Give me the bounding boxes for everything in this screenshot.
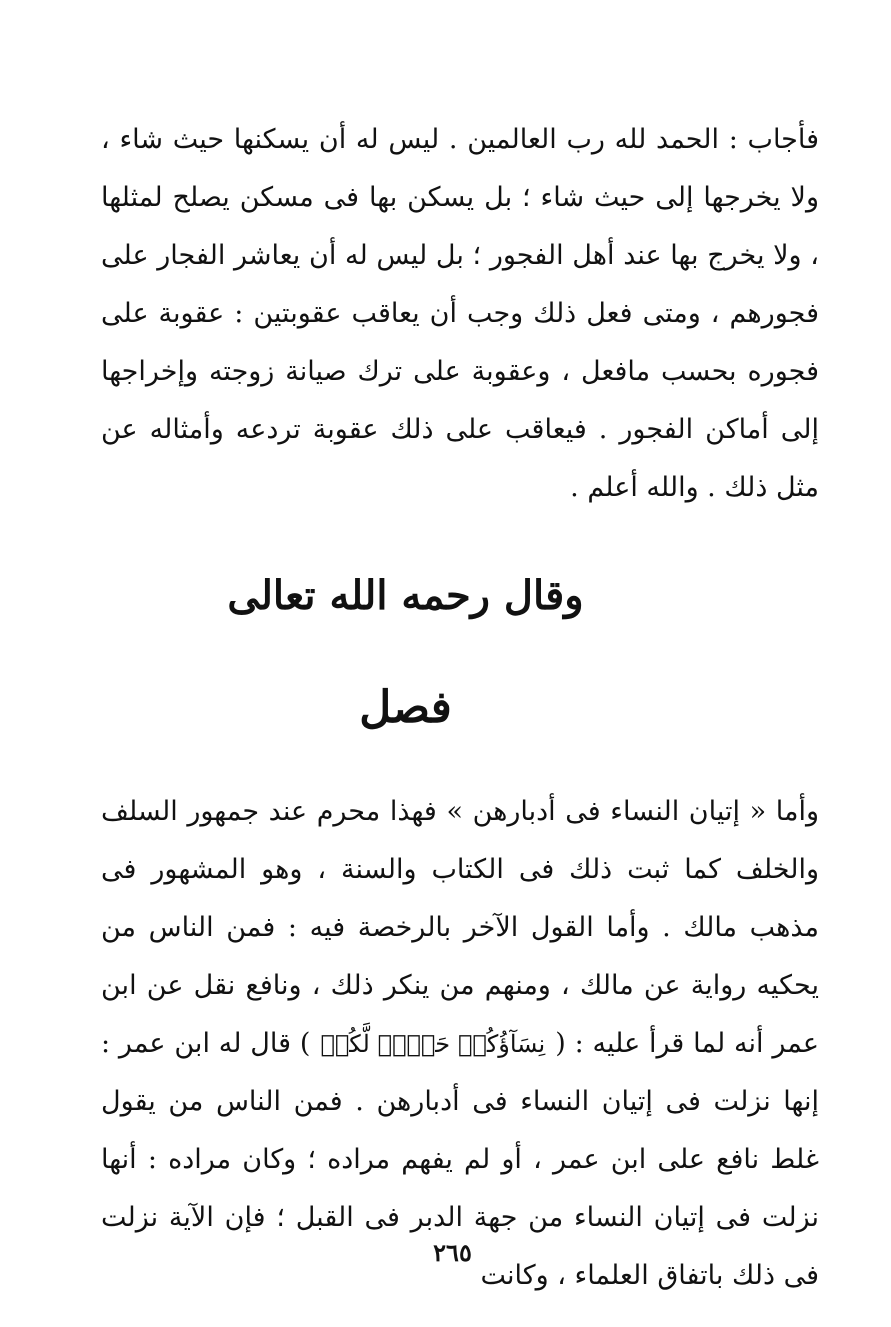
fatwa-answer-paragraph: فأجاب : الحمد لله رب العالمين . ليس له أن يسكنها حيث شاء ، ولا يخرجها إلى حيث شاء ؛ بل يسكن بها فى مسكن يصلح لمثلها ، ولا يخرج بها عند أهل الفجور ؛ بل ليس له أن يعاشر الفجار على فجورهم ، ومتى فعل ذلك وجب أن يعاقب عقوبتين : عقوبة على فجوره بحسب مافعل ، وعقوبة على ترك صيانة زوجته وإخراجها إلى أماكن الفجور . فيعاقب على ذلك عقوبة تردعه وأمثاله عن مثل ذلك . والله أعلم .: [101, 124, 819, 503]
quran-verse-quote: نِسَآؤُكُمۡ حَرۡثٞ لَّكُمۡ: [320, 1030, 546, 1058]
body-paragraph: [101, 783, 819, 1305]
paragraph-text-before-quote: وأما « إتيان النساء فى أدبارهن » فهذا محرم عند جمهور السلف والخلف كما ثبت ذلك فى الكتاب والسنة ، وهو المشهور فى مذهب مالك . وأما القول الآخر بالرخصة فيه : فمن الناس من يحكيه رواية عن مالك ، ومنهم من ينكر ذلك ، ونافع نقل عن ابن عمر أنه لما قرأ عليه : (: [101, 796, 820, 1059]
chapter-subheading: فصل: [359, 682, 452, 733]
page-number: ٢٦٥: [433, 1238, 472, 1267]
section-heading: وقال رحمه الله تعالى: [227, 572, 584, 619]
paragraph-text-after-quote: ) قال له ابن عمر : إنها نزلت فى إتيان النساء فى أدبارهن . فمن الناس من يقول غلط نافع على ابن عمر ، أو لم يفهم مراده ؛ وكان مراده : أنها نزلت فى إتيان النساء من جهة الدبر فى القبل ؛ فإن الآية نزلت فى ذلك باتفاق العلماء ، وكانت: [101, 1028, 820, 1291]
